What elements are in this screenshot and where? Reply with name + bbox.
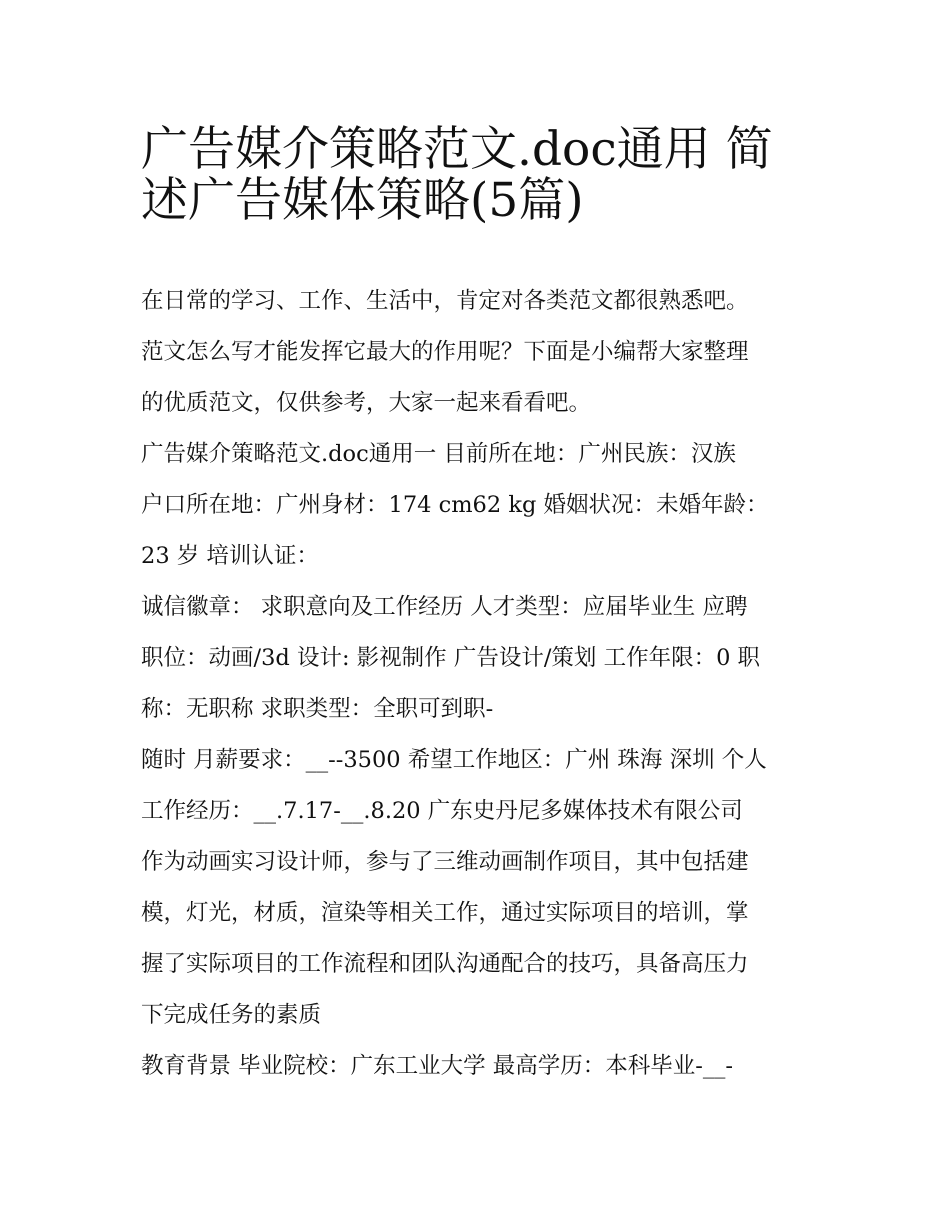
body-line: 随时 月薪要求：__--3500 希望工作地区：广州 珠海 深圳 个人 — [141, 747, 767, 773]
body-line: 在日常的学习、工作、生活中，肯定对各类范文都很熟悉吧。 — [141, 288, 749, 314]
body-line: 模，灯光，材质，渲染等相关工作，通过实际项目的培训，掌 — [141, 900, 749, 926]
body-line: 下完成任务的素质 — [141, 1002, 322, 1028]
body-line: 的优质范文，仅供参考，大家一起来看看吧。 — [141, 390, 592, 416]
title-line-2: 述广告媒体策略(5篇) — [141, 173, 584, 228]
body-line: 广告媒介策略范文.doc通用一 目前所在地：广州民族：汉族 — [141, 441, 736, 467]
body-line: 作为动画实习设计师，参与了三维动画制作项目，其中包括建 — [141, 849, 749, 875]
body-line: 23 岁 培训认证： — [141, 543, 319, 569]
body-line: 称：无职称 求职类型：全职可到职- — [141, 696, 494, 722]
document-body — [141, 276, 821, 1092]
body-line: 工作经历：__.7.17-__.8.20 广东史丹尼多媒体技术有限公司 — [141, 798, 743, 824]
title-line-1: 广告媒介策略范文.doc通用 简 — [141, 122, 773, 177]
body-line: 范文怎么写才能发挥它最大的作用呢？下面是小编帮大家整理 — [141, 339, 749, 365]
body-line: 教育背景 毕业院校：广东工业大学 最高学历：本科毕业-__- — [141, 1053, 734, 1079]
body-line: 职位：动画/3d 设计: 影视制作 广告设计/策划 工作年限：0 职 — [141, 645, 761, 671]
body-line: 握了实际项目的工作流程和团队沟通配合的技巧，具备高压力 — [141, 951, 749, 977]
document-title — [141, 112, 821, 228]
body-line: 诚信徽章： 求职意向及工作经历 人才类型：应届毕业生 应聘 — [141, 594, 748, 620]
body-line: 户口所在地：广州身材：174 cm62 kg 婚姻状况：未婚年龄： — [141, 492, 769, 518]
